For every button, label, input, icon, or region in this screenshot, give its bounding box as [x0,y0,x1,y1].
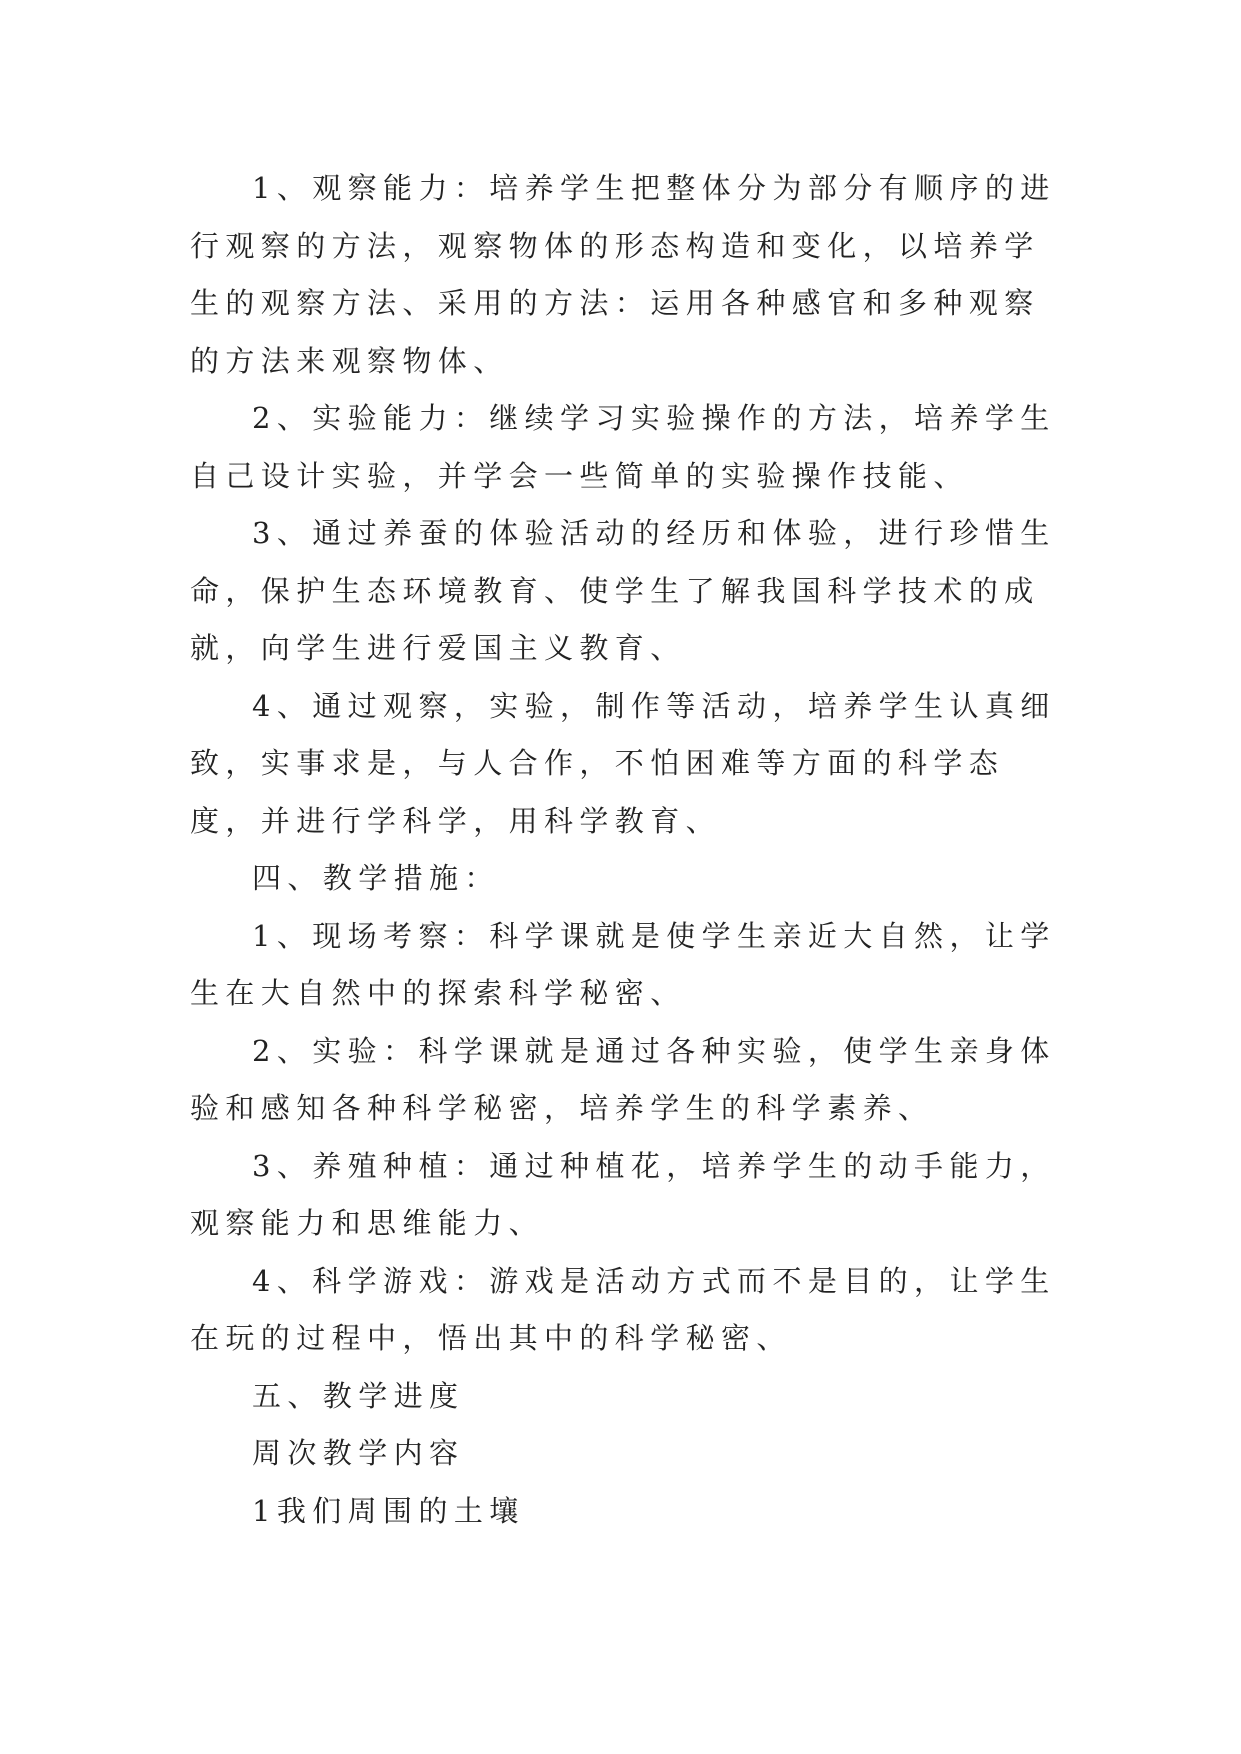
paragraph-field-investigation: 1、现场考察：科学课就是使学生亲近大自然，让学生在大自然中的探索科学秘密、 [190,918,1056,1010]
schedule-row: 1我们周围的土壤 [252,1493,525,1528]
paragraph-silkworm-experience: 3、通过养蚕的体验活动的经历和体验，进行珍惜生命，保护生态环境教育、使学生了解我国科学技术的成就，向学生进行爱国主义教育、 [190,516,1056,665]
paragraph-experiment-ability: 2、实验能力：继续学习实验操作的方法，培养学生自己设计实验，并学会一些简单的实验操作技能、 [190,401,1056,493]
schedule-header: 周次教学内容 [252,1436,465,1470]
paragraph-breeding-planting: 3、养殖种植：通过种植花，培养学生的动手能力，观察能力和思维能力、 [190,1148,1056,1240]
document-page [190,160,1060,1540]
section-heading-teaching-progress: 五、教学进度 [252,1378,465,1413]
paragraph-scientific-attitude: 4、通过观察，实验，制作等活动，培养学生认真细致，实事求是，与人合作，不怕困难等方面的科学态度，并进行学科学，用科学教育、 [190,688,1056,838]
paragraph-science-games: 4、科学游戏：游戏是活动方式而不是目的，让学生在玩的过程中，悟出其中的科学秘密、 [190,1263,1056,1355]
paragraph-observation-ability: 1、观察能力：培养学生把整体分为部分有顺序的进行观察的方法，观察物体的形态构造和变化，以培养学生的观察方法、采用的方法：运用各种感官和多种观察的方法来观察物体、 [190,171,1056,378]
paragraph-experiment: 2、实验：科学课就是通过各种实验，使学生亲身体验和感知各种科学秘密，培养学生的科学素养、 [190,1033,1056,1125]
section-heading-teaching-measures: 四、教学措施： [252,861,500,895]
